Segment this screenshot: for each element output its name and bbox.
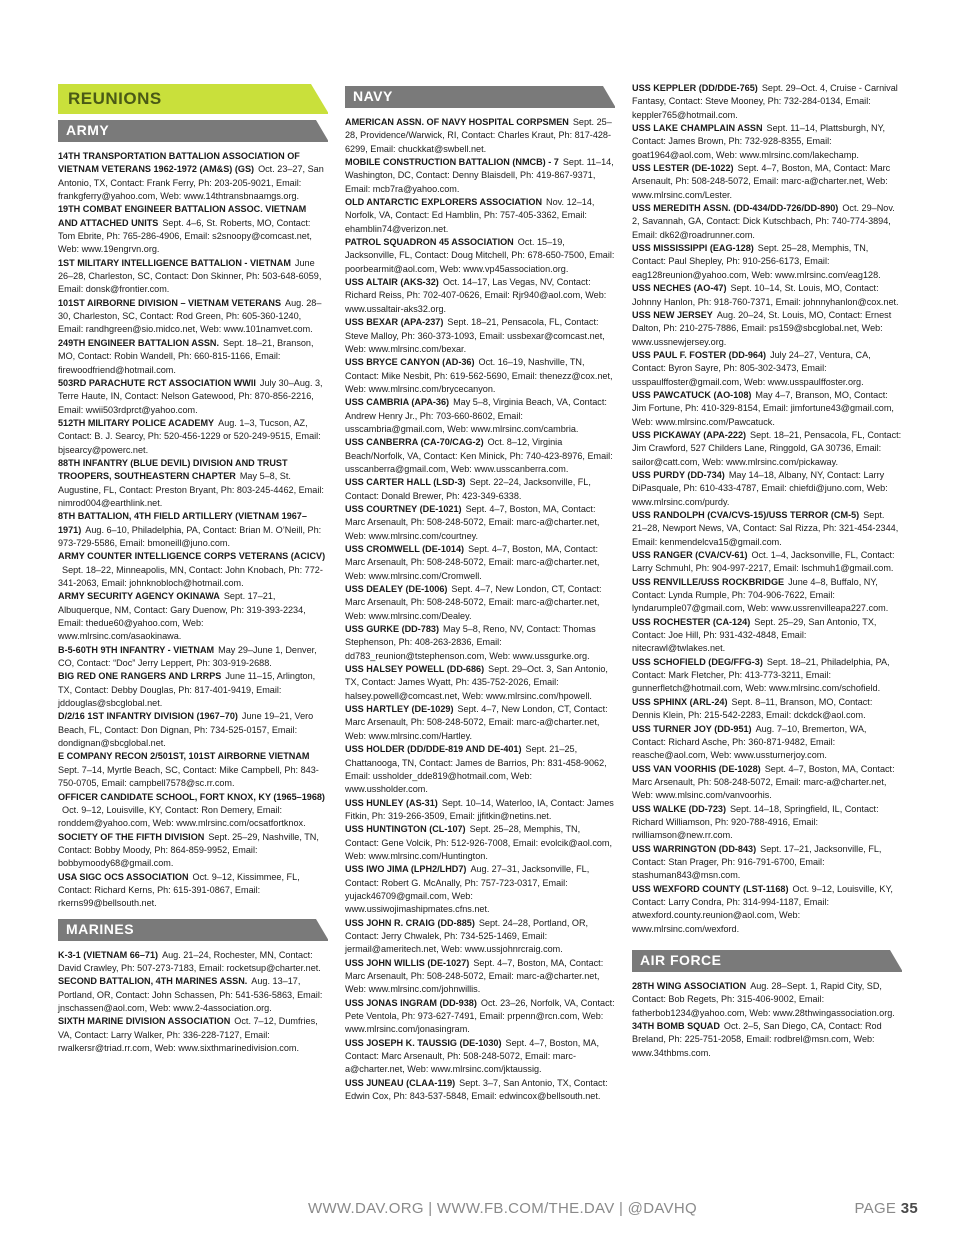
reunion-entry-details: July 30–Aug. 3, Terre Haute, IN, Contact: Nelson Gatewood, Ph: 870-856-2216, Email: wwii503rdprct@yahoo.com. xyxy=(58,377,323,415)
reunion-entry-name: 8TH BATTALION, 4TH FIELD ARTILLERY (VIETNAM 1967–1971) xyxy=(58,511,307,535)
reunion-entry xyxy=(632,429,902,469)
reunion-entry-details: Oct. 23–27, San Antonio, TX, Contact: Frank Ferry, Ph: 203-205-9021, Email: frankgferry@yahoo.com, Web: www.14thtransbnaamgs.org. xyxy=(58,164,324,202)
reunion-entry-name: USS PICKAWAY (APA-222) xyxy=(632,429,747,440)
reunion-entry-details: Sept. 21–25, Chattanooga, TN, Contact: James de Barrios, Ph: 831-458-9062, Email: ussholder_dde819@hotmail.com, Web: www.ussholder.com. xyxy=(345,744,607,795)
army-entries xyxy=(58,150,328,911)
reunion-entry xyxy=(632,883,902,936)
reunion-entry-name: USS KEPPLER (DD/DDE-765) xyxy=(632,83,758,93)
reunion-entry xyxy=(345,543,615,583)
reunion-entry-details: Nov. 12–14, Norfolk, VA, Contact: Ed Hamblin, Ph: 757-405-3362, Email: ehamblin74@verizon.net. xyxy=(345,197,595,234)
reunion-entry xyxy=(345,663,615,703)
navy-section-title: NAVY xyxy=(353,88,393,104)
reunion-entry-name: D/2/16 1ST INFANTRY DIVISION (1967–70) xyxy=(58,711,238,722)
reunion-entry-name: 28TH WING ASSOCIATION xyxy=(632,981,747,991)
reunion-entry-name: OFFICER CANDIDATE SCHOOL, FORT KNOX, KY (1965–1968) xyxy=(58,791,325,802)
navy-section-header xyxy=(345,86,615,108)
reunion-entry-details: May 5–8, St. Augustine, FL, Contact: Preston Bryant, Ph: 803-245-4462, Email: nimrod004@earthlink.net. xyxy=(58,471,324,508)
reunion-entry xyxy=(345,196,615,236)
reunion-entry-name: USS RENVILLE/USS ROCKBRIDGE xyxy=(632,576,785,587)
reunion-entry xyxy=(632,242,902,282)
reunion-entry xyxy=(58,670,328,710)
reunion-entry-details: Sept. 25–28, Memphis, TN, Contact: Gene Volcik, Ph: 512-926-7008, Email: evolcik@aol.com, Web: www.mlrsinc.com/Huntington. xyxy=(345,824,613,861)
reunions-banner xyxy=(58,84,328,114)
reunion-entry-details: Oct. 14–17, Las Vegas, NV, Contact: Richard Reiss, Ph: 702-407-0626, Email: Rjr940@aol.com, Web: www.ussaltair-aks32.org. xyxy=(345,277,607,314)
reunion-entry-name: USS HOLDER (DD/DDE-819 AND DE-401) xyxy=(345,744,522,755)
reunion-entry xyxy=(345,476,615,503)
reunion-entry-details: Sept. 29–Oct. 4, Cruise - Carnival Fantasy, Contact: Steve Mooney, Ph: 732-284-0134, Email: keppler765@hotmail.com. xyxy=(632,83,898,120)
reunion-entry xyxy=(632,616,902,656)
reunion-entry-name: USS SPHINX (ARL-24) xyxy=(632,696,728,707)
reunion-entry-details: Sept. 25–29, San Antonio, TX, Contact: Joe Hill, Ph: 931-432-4848, Email: nitecrawl@twlakes.net. xyxy=(632,616,877,654)
navy-entries-continued xyxy=(632,82,902,936)
reunion-entry-name: USA SIGC OCS ASSOCIATION xyxy=(58,871,189,882)
army-section-header xyxy=(58,120,328,142)
reunion-entry xyxy=(632,803,902,843)
reunion-entry-name: USS JOHN WILLIS (DE-1027) xyxy=(345,957,470,968)
reunion-entry-details: Sept. 11–14, Washington, DC, Contact: Denny Blaisdell, Ph: 419-867-9371, Email: mcb7ra@yahoo.com. xyxy=(345,157,614,194)
reunion-entry xyxy=(632,349,902,389)
reunion-entry xyxy=(58,831,328,871)
reunion-entry-details: Sept. 17–21, Albuquerque, NM, Contact: Gary Duenow, Ph: 319-393-2234, Email: thedue60@yahoo.com, Web: www.mlrsinc.com/asaokinawa. xyxy=(58,591,306,642)
reunion-entry-name: USS CANBERRA (CA-70/CAG-2) xyxy=(345,437,484,448)
reunion-entry xyxy=(632,1020,902,1060)
reunion-entry xyxy=(632,469,902,509)
reunion-entry xyxy=(632,763,902,803)
reunion-entry-details: Sept. 17–21, Jacksonville, FL, Contact: Stan Prager, Ph: 916-791-6700, Email: stashuman843@msn.com. xyxy=(632,843,882,881)
reunion-entry-details: June 26–28, Charleston, SC, Contact: Don Skinner, Ph: 503-648-6059, Email: donsk@frontier.com. xyxy=(58,257,322,295)
reunion-entry-details: Oct. 9–12, Louisville, KY, Contact: Larry Condra, Ph: 314-994-1187, Email: atwexford.county.reunion@aol.com, Web: www.mlrsinc.com/wexford. xyxy=(632,883,893,934)
reunion-entry xyxy=(345,957,615,997)
reunion-entry-details: Sept. 10–14, Waterloo, IA, Contact: James Fitkin, Ph: 319-266-3509, Email: jjfitkin@netins.net. xyxy=(345,797,614,821)
marines-section-header xyxy=(58,919,328,941)
reunion-entry xyxy=(345,743,615,796)
reunion-entry-name: USS BRYCE CANYON (AD-36) xyxy=(345,357,475,368)
column-2 xyxy=(345,86,615,1103)
reunion-entry xyxy=(632,309,902,349)
reunion-entry-name: 34TH BOMB SQUAD xyxy=(632,1021,720,1032)
reunion-entry xyxy=(58,297,328,337)
reunion-entry-name: USS WEXFORD COUNTY (LST-1168) xyxy=(632,883,789,894)
reunion-entry-details: Sept. 18–22, Minneapolis, MN, Contact: John Knobach, Ph: 772-341-2063, Email: johnknobloch@hotmail.com. xyxy=(58,564,323,588)
reunion-entry-name: BIG RED ONE RANGERS AND LRRPS xyxy=(58,671,222,682)
reunion-entry-name: K-3-1 (VIETNAM 66–71) xyxy=(58,949,159,960)
reunion-entry-name: USS CROMWELL (DE-1014) xyxy=(345,544,465,554)
reunion-entry-details: Sept. 21–28, Newport News, VA, Contact: Sal Rizza, Ph: 321-454-2344, Email: kenmendelcva15@gmail.com. xyxy=(632,510,899,547)
reunion-entry-name: USS SCHOFIELD (DEG/FFG-3) xyxy=(632,656,763,667)
reunion-entry xyxy=(58,871,328,911)
reunion-entry xyxy=(345,276,615,316)
reunion-entry-name: SECOND BATTALION, 4TH MARINES ASSN. xyxy=(58,976,248,987)
reunion-entry-name: USS PAUL F. FOSTER (DD-964) xyxy=(632,349,767,360)
reunion-entry xyxy=(632,82,902,122)
reunion-entry-name: ARMY COUNTER INTELLIGENCE CORPS VETERANS (ACICV) xyxy=(58,551,326,562)
reunion-entry-details: May 5–8, Reno, NV, Contact: Thomas Stephenson, Ph: 408-263-2836, Email: dd783_reunion@tstephenson.com, Web: www.ussgurke.org. xyxy=(345,624,596,661)
reunion-entry xyxy=(632,162,902,202)
reunion-entry xyxy=(632,576,902,616)
reunion-entry xyxy=(345,1037,615,1077)
reunion-entry-details: Sept. 22–24, Jacksonville, FL, Contact: Donald Brewer, Ph: 423-349-6338. xyxy=(345,477,591,501)
reunion-entry-details: Sept. 4–7, New London, CT, Contact: Marc Arsenault, Ph: 508-248-5072, Email: marc-a@charter.net, Web: www.mlrsinc.com/Dealey. xyxy=(345,584,602,621)
reunion-entry-name: 512TH MILITARY POLICE ACADEMY xyxy=(58,417,215,428)
reunion-entry-name: SIXTH MARINE DIVISION ASSOCIATION xyxy=(58,1016,231,1027)
reunion-entry xyxy=(632,389,902,429)
reunion-entry-name: MOBILE CONSTRUCTION BATTALION (NMCB) - 7 xyxy=(345,157,559,168)
reunion-entry-details: Sept. 3–7, San Antonio, TX, Contact: Edwin Cox, Ph: 843-537-5848, Email: edwincox@bellsouth.net. xyxy=(345,1077,608,1102)
reunion-entry xyxy=(345,917,615,957)
reunion-entry xyxy=(632,282,902,309)
reunion-entry-name: USS GURKE (DD-783) xyxy=(345,624,439,635)
reunion-entry xyxy=(345,156,615,196)
reunion-entry xyxy=(632,723,902,763)
reunion-entry-name: PATROL SQUADRON 45 ASSOCIATION xyxy=(345,237,514,248)
reunion-entry xyxy=(632,202,902,242)
reunion-entry-details: Sept. 25–29, Nashville, TN, Contact: Bobby Moody, Ph: 864-859-9952, Email: bobbymoody68@gmail.com. xyxy=(58,831,319,869)
reunion-entry xyxy=(58,710,328,750)
reunion-entry-details: Sept. 4–7, Boston, MA, Contact: Marc Arsenault, Ph: 508-248-5072, Email: marc-a@charter.net, Web: www.mlrsinc.com/Cromwell. xyxy=(345,544,600,581)
reunion-entry-name: USS DEALEY (DE-1006) xyxy=(345,584,448,595)
reunion-entry-details: Aug. 1–3, Tucson, AZ, Contact: B. J. Searcy, Ph: 520-456-1229 or 520-249-9515, Email: bjsearcy@powerc.net. xyxy=(58,417,321,455)
reunion-entry xyxy=(345,503,615,543)
reunion-entry xyxy=(632,549,902,576)
reunion-entry-name: USS CAMBRIA (APA-36) xyxy=(345,397,450,408)
reunion-entry-details: Aug. 20–24, St. Louis, MO, Contact: Ernest Dalton, Ph: 210-275-7886, Email: ps159@sbcglobal.net, Web: www.ussnewjersey.org. xyxy=(632,309,892,347)
reunion-entry-name: 19TH COMBAT ENGINEER BATTALION ASSOC. VIETNAM AND ATTACHED UNITS xyxy=(58,204,307,228)
reunion-entry-details: Aug. 13–17, Portland, OR, Contact: John Schassen, Ph: 541-536-5863, Email: jnschassen@aol.com, Web: www.2-4association.org. xyxy=(58,976,323,1013)
reunion-entry-details: May 4–7, Branson, MO, Contact: Jim Fortune, Ph: 410-329-8154, Email: jimfortune43@gmail.com, Web: www.mlrsinc.com/Pawcatuck. xyxy=(632,389,894,427)
reunion-entry xyxy=(58,257,328,297)
reunion-entry-name: E COMPANY RECON 2/501ST, 101ST AIRBORNE VIETNAM xyxy=(58,751,310,762)
reunion-entry-details: Sept. 11–14, Plattsburgh, NY, Contact: James Brown, Ph: 732-928-8355, Email: goat1964@aol.com, Web: www.mlrsinc.com/lakechamp. xyxy=(632,123,885,160)
reunion-entry-name: USS COURTNEY (DE-1021) xyxy=(345,503,462,514)
reunion-entry-name: USS HUNLEY (AS-31) xyxy=(345,797,438,808)
reunion-entry xyxy=(58,510,328,550)
reunion-entry-name: USS CARTER HALL (LSD-3) xyxy=(345,477,466,488)
reunion-entry-name: SOCIETY OF THE FIFTH DIVISION xyxy=(58,831,205,842)
reunion-entry-details: Aug. 28–Sept. 1, Rapid City, SD, Contact: Bob Regets, Ph: 315-406-9002, Email: fatherbob1234@yahoo.com, Web: www.28thwingassociation.org. xyxy=(632,981,895,1018)
reunion-entry xyxy=(58,417,328,457)
reunion-entry-details: Aug. 21–24, Rochester, MN, Contact: David Crawley, Ph: 507-273-7183, Email: rocketsup@charter.net. xyxy=(58,949,321,973)
reunion-entry-details: Oct. 23–26, Norfolk, VA, Contact: Pete Ventola, Ph: 973-627-7491, Email: prpenn@rcn.com, Web: www.mlrsinc.com/jonasingram. xyxy=(345,997,615,1035)
reunion-entry-details: Sept. 18–21, Pensacola, FL, Contact: Steve Malloy, Ph: 360-373-1093, Email: ussbexar@comcast.net, Web: www.mlrsinc.com/bexar. xyxy=(345,317,605,354)
reunion-entry-details: Sept. 29–Oct. 3, San Antonio, TX, Contact: James Wyatt, Ph: 435-752-2026, Email: halsey.powell@comcast.net, Web: www.mlrsinc.com/hpowell. xyxy=(345,664,608,701)
reunion-entry-name: 503RD PARACHUTE RCT ASSOCIATION WWII xyxy=(58,377,256,388)
reunion-entry xyxy=(345,703,615,743)
reunion-entry-name: USS PAWCATUCK (AO-108) xyxy=(632,389,752,400)
reunion-entry xyxy=(632,843,902,883)
reunion-entry-name: USS HARTLEY (DE-1029) xyxy=(345,704,454,715)
reunion-entry-name: USS BEXAR (APA-237) xyxy=(345,317,444,328)
reunion-entry-name: 14TH TRANSPORTATION BATTALION ASSOCIATION OF VIETNAM VETERANS 1962-1972 (AM&S) (GS) xyxy=(58,151,300,175)
reunion-entry xyxy=(58,377,328,417)
reunion-entry-name: AMERICAN ASSN. OF NAVY HOSPITAL CORPSMEN xyxy=(345,117,569,127)
reunion-entry xyxy=(345,797,615,824)
reunion-entry-details: Oct. 7–12, Dumfries, VA, Contact: Larry Walker, Ph: 336-228-7127, Email: rwalkersr@triad.rr.com, Web: www.sixthmarinedivision.com. xyxy=(58,1016,318,1053)
column-3 xyxy=(632,82,902,1060)
reunion-entry-name: 249TH ENGINEER BATTALION ASSN. xyxy=(58,337,220,348)
reunion-entry-name: USS RANDOLPH (CVA/CVS-15)/USS TERROR (CM-5) xyxy=(632,510,860,520)
footer-links[interactable]: WWW.DAV.ORG | WWW.FB.COM/THE.DAV | @DAVHQ xyxy=(308,1200,697,1217)
reunion-entry-details: June 11–15, Arlington, TX, Contact: Debby Douglas, Ph: 817-401-9419, Email: jddouglas@sbcglobal.net. xyxy=(58,671,316,709)
air-force-entries xyxy=(632,980,902,1060)
reunion-entry-name: USS NECHES (AO-47) xyxy=(632,283,727,294)
reunion-entry xyxy=(58,590,328,643)
reunion-entry-details: May 5–8, Virginia Beach, VA, Contact: Andrew Henry Jr., Ph: 703-660-8602, Email: usscambria@gmail.com, Web: www.mlrsinc.com/cambria. xyxy=(345,397,607,434)
reunion-entry xyxy=(632,980,902,1020)
reunion-entry-details: Sept. 7–14, Myrtle Beach, SC, Contact: Mike Campbell, Ph: 843-750-0705, Email: campbell7578@sc.rr.com. xyxy=(58,764,319,789)
reunion-entry-name: USS WALKE (DD-723) xyxy=(632,803,726,814)
reunion-entry-details: Aug. 27–31, Jacksonville, FL, Contact: Robert G. McAnally, Ph: 757-723-0317, Email: yujack46709@gmail.com, Web: www.ussiwojimashipmates.cfns.net. xyxy=(345,864,590,915)
page-number: 35 xyxy=(900,1200,918,1217)
reunion-entry-details: Sept. 18–21, Pensacola, FL, Contact: Jim Crawford, 527 Childers Lane, Ringgold, GA 30736, Email: sailor@catt.com, Web: www.mlrsinc.com/pickaway. xyxy=(632,429,902,467)
marines-entries xyxy=(58,949,328,1056)
reunion-entry-name: 101ST AIRBORNE DIVISION – VIETNAM VETERANS xyxy=(58,297,282,308)
reunion-entry xyxy=(58,644,328,671)
reunion-entry-name: USS MEREDITH ASSN. (DD-434/DD-726/DD-890) xyxy=(632,203,839,214)
reunion-entry-name: USS IWO JIMA (LPH2/LHD7) xyxy=(345,864,467,875)
reunion-entry xyxy=(632,122,902,162)
reunion-entry-name: 1ST MILITARY INTELLIGENCE BATTALION - VIETNAM xyxy=(58,257,291,268)
air-force-section-header xyxy=(632,950,902,972)
reunion-entry xyxy=(345,623,615,663)
reunion-entry-details: Oct. 2–5, San Diego, CA, Contact: Rod Breland, Ph: 225-751-2058, Email: rodbrel@msn.com, Web: www.34thbms.com. xyxy=(632,1021,882,1058)
reunion-entry-details: June 19–21, Vero Beach, FL, Contact: Don Dignan, Ph: 734-525-0157, Email: dondignan@sbcglobal.net. xyxy=(58,711,314,749)
reunion-entry-details: Sept. 25–28, Memphis, TN, Contact: Paul Shepley, Ph: 910-256-6173, Email: eag128reunion@yahoo.com, Web: www.mlrsinc.com/eag128. xyxy=(632,243,881,280)
reunion-entry-details: Sept. 14–18, Springfield, IL, Contact: Richard Williamson, Ph: 920-788-4916, Email: rwilliamson@new.rr.com. xyxy=(632,803,879,841)
reunion-entry-name: USS RANGER (CVA/CV-61) xyxy=(632,550,748,561)
reunion-entry xyxy=(632,509,902,549)
reunion-entry-name: USS HUNTINGTON (CL-107) xyxy=(345,824,466,835)
reunion-entry xyxy=(58,150,328,203)
reunion-entry-name: USS JUNEAU (CLAA-119) xyxy=(345,1077,456,1088)
reunion-entry xyxy=(58,949,328,976)
reunion-entry-details: Sept. 4–7, Boston, MA, Contact: Marc Arsenault, Ph: 508-248-5072, Email: marc-a@charter.net, Web: www.mlsinc.com/vanvoorhis. xyxy=(632,763,895,801)
reunion-entry-name: USS LESTER (DE-1022) xyxy=(632,163,734,174)
reunion-entry-details: Sept. 4–7, Boston, MA, Contact: Marc Arsenault, Ph: 508-248-5072, Email: marc-a@charter.net, Web: www.mlrsinc.com/johnwillis. xyxy=(345,957,604,995)
reunion-entry-name: USS JONAS INGRAM (DD-938) xyxy=(345,997,477,1008)
reunion-entry-details: Sept. 4–7, Boston, MA, Contact: Marc Arsenault, Ph: 508-248-5072, Email: marc-a@charter.net, Web: www.mlrsinc.com/jktaussig. xyxy=(345,1037,600,1075)
reunion-entry-details: Sept. 25–28, Providence/Warwick, RI, Contact: Charles Kraut, Ph: 817-428-6299, Email: chuckkat@swbell.net. xyxy=(345,117,612,154)
reunion-entry-details: Oct. 9–12, Kissimmee, FL, Contact: Richard Kerns, Ph: 615-391-0867, Email: rkerns99@bellsouth.net. xyxy=(58,871,300,909)
reunion-entry-details: Sept. 18–21, Branson, MO, Contact: Robin Wandell, Ph: 660-815-1166, Email: firewoodfriend@hotmail.com. xyxy=(58,337,314,375)
reunion-entry xyxy=(345,997,615,1037)
reunion-entry xyxy=(345,583,615,623)
reunion-entry xyxy=(58,457,328,510)
reunion-entry-details: Oct. 16–19, Nashville, TN, Contact: Mike Nesbit, Ph: 619-562-5690, Email: thenezz@cox.net, Web: www.mlrsinc.com/brycecanyon. xyxy=(345,357,613,394)
reunion-entry-details: Sept. 4–6, St. Roberts, MO, Contact: Tom Ebrite, Ph: 765-286-4906, Email: s2snoopy@comcast.net, Web: www.19engrvn.org. xyxy=(58,217,312,255)
reunion-entry xyxy=(58,203,328,256)
reunion-entry xyxy=(58,791,328,831)
reunion-entry xyxy=(345,863,615,916)
reunion-entry-details: May 29–June 1, Denver, CO, Contact: “Doc” Jerry Leppert, Ph: 303-919-2688. xyxy=(58,644,317,669)
reunion-entry xyxy=(58,1015,328,1055)
reunion-entry-name: OLD ANTARCTIC EXPLORERS ASSOCIATION xyxy=(345,197,543,208)
reunion-entry xyxy=(58,750,328,790)
army-section-title: ARMY xyxy=(66,122,110,138)
navy-entries xyxy=(345,116,615,1103)
reunion-entry-details: Aug. 28–30, Charleston, SC, Contact: Rod Green, Ph: 605-360-1240, Email: randhgreen@sio.midco.net, Web: www.101namvet.com. xyxy=(58,297,322,335)
reunion-entry xyxy=(345,356,615,396)
reunion-entry-name: B-5-60TH 9TH INFANTRY - VIETNAM xyxy=(58,644,215,655)
column-1 xyxy=(58,84,328,1055)
reunion-entry-name: USS NEW JERSEY xyxy=(632,309,713,320)
reunion-entry xyxy=(58,975,328,1015)
reunion-entry-details: Oct. 15–19, Jacksonville, FL, Contact: Doug Mitchell, Ph: 678-650-7500, Email: poorbearmit@aol.com, Web: www.vp45association.org. xyxy=(345,237,615,274)
reunion-entry xyxy=(345,436,615,476)
reunion-entry-name: USS VAN VOORHIS (DE-1028) xyxy=(632,763,761,774)
reunion-entry-details: Oct. 8–12, Virginia Beach/Norfolk, VA, Contact: Ken Minick, Ph: 740-423-8976, Email: usscanberra@gmail.com, Web: www.usscanberra.com. xyxy=(345,437,613,474)
reunion-entry-details: Sept. 4–7, New London, CT, Contact: Marc Arsenault, Ph: 508-248-5072, Email: marc-a@charter.net, Web: www.mlrsinc.com/Hartley. xyxy=(345,704,608,741)
reunion-entry-details: Sept. 4–7, Boston, MA, Contact: Marc Arsenault, Ph: 508-248-5072, Email: marc-a@charter.net, Web: www.mlrsinc.com/Lester. xyxy=(632,163,891,200)
reunion-entry-details: Oct. 9–12, Louisville, KY, Contact: Ron Demery, Email: ronddem@yahoo.com, Web: www.mlrsinc.com/ocsatfortknox. xyxy=(58,804,306,829)
page-number-label xyxy=(854,1200,918,1217)
reunion-entry-name: USS HALSEY POWELL (DD-686) xyxy=(345,664,485,675)
reunion-entry-name: USS MISSISSIPPI (EAG-128) xyxy=(632,243,754,254)
reunion-entry-details: June 4–8, Buffalo, NY, Contact: Lynda Rumple, Ph: 704-906-7622, Email: lyndarumple07@gmail.com, Web: www.ussrenvilleapa227.com. xyxy=(632,576,889,614)
reunion-entry xyxy=(632,656,902,696)
reunion-entry-details: Sept. 4–7, Boston, MA, Contact: Marc Arsenault, Ph: 508-248-5072, Email: marc-a@charter.net, Web: www.mlrsinc.com/courtney. xyxy=(345,503,600,541)
air-force-section-title: AIR FORCE xyxy=(640,952,722,968)
reunion-entry xyxy=(345,823,615,863)
reunion-entry-name: 88TH INFANTRY (BLUE DEVIL) DIVISION AND TRUST TROOPERS, SOUTHEASTERN CHAPTER xyxy=(58,457,288,482)
reunion-entry xyxy=(345,316,615,356)
reunion-entry-details: Aug. 7–10, Bremerton, WA, Contact: Richard Asche, Ph: 360-871-9482, Email: reasche@aol.com, Web: www.ussturnerjoy.com. xyxy=(632,723,867,761)
reunion-entry-details: May 14–18, Albany, NY, Contact: Larry DiPasquale, Ph: 610-433-4787, Email: chiefdi@juno.com, Web: www.mlrsinc.com/purdy. xyxy=(632,469,888,507)
reunion-entry-details: Oct. 29–Nov. 2, Savannah, GA, Contact: Dick Kutschbach, Ph: 740-774-3894, Email: dk62@roadrunner.com. xyxy=(632,203,895,240)
reunion-entry xyxy=(632,696,902,723)
reunion-entry xyxy=(345,1077,615,1104)
page-label: PAGE xyxy=(854,1200,897,1217)
reunion-entry-details: July 24–27, Ventura, CA, Contact: Byron Sayre, Ph: 805-302-3473, Email: usspaulffoster@gmail.com, Web: www.usspaulffoster.org. xyxy=(632,349,871,387)
reunion-entry-name: USS WARRINGTON (DD-843) xyxy=(632,843,757,854)
reunion-entry-name: USS ROCHESTER (CA-124) xyxy=(632,616,751,627)
reunion-entry-name: ARMY SECURITY AGENCY OKINAWA xyxy=(58,591,220,602)
reunion-entry xyxy=(58,550,328,590)
reunion-entry-name: USS LAKE CHAMPLAIN ASSN xyxy=(632,123,763,134)
reunion-entry-name: USS TURNER JOY (DD-951) xyxy=(632,723,752,734)
reunion-entry-details: Sept. 24–28, Portland, OR, Contact: Jerry Chwalek, Ph: 734-525-1469, Email: jermail@ameritech.net, Web: www.ussjohnrcraig.com. xyxy=(345,917,589,955)
reunion-entry-details: Sept. 10–14, St. Louis, MO, Contact: Johnny Hanlon, Ph: 918-760-7371, Email: johnnyhanlon@cox.net. xyxy=(632,283,899,307)
reunion-entry xyxy=(58,337,328,377)
reunion-entry-details: Oct. 1–4, Jacksonville, FL, Contact: Larry Schmuhl, Ph: 904-997-2217, Email: lschmuh1@gmail.com. xyxy=(632,550,895,574)
reunion-entry xyxy=(345,396,615,436)
marines-section-title: MARINES xyxy=(66,920,135,937)
reunion-entry-name: USS JOHN R. CRAIG (DD-885) xyxy=(345,917,475,928)
reunion-entry-details: Aug. 6–10, Philadelphia, PA, Contact: Brian M. O’Neill, Ph: 973-729-5586, Email: bmoneill@juno.com. xyxy=(58,524,322,548)
reunion-entry xyxy=(345,116,615,156)
reunion-entry-details: Sept. 8–11, Branson, MO, Contact: Dennis Klein, Ph: 215-542-2283, Email: dckdck@aol.com. xyxy=(632,696,873,721)
reunion-entry-name: USS JOSEPH K. TAUSSIG (DE-1030) xyxy=(345,1037,502,1048)
reunions-title: REUNIONS xyxy=(68,89,162,108)
reunion-entry-name: USS ALTAIR (AKS-32) xyxy=(345,277,439,288)
reunion-entry xyxy=(345,236,615,276)
reunion-entry-details: Sept. 18–21, Philadelphia, PA, Contact: Mark Fletcher, Ph: 413-773-3211, Email: gunnerfletch@hotmail.com, Web: www.mlrsinc.com/schofield. xyxy=(632,656,890,694)
reunion-entry-name: USS PURDY (DD-734) xyxy=(632,469,725,480)
